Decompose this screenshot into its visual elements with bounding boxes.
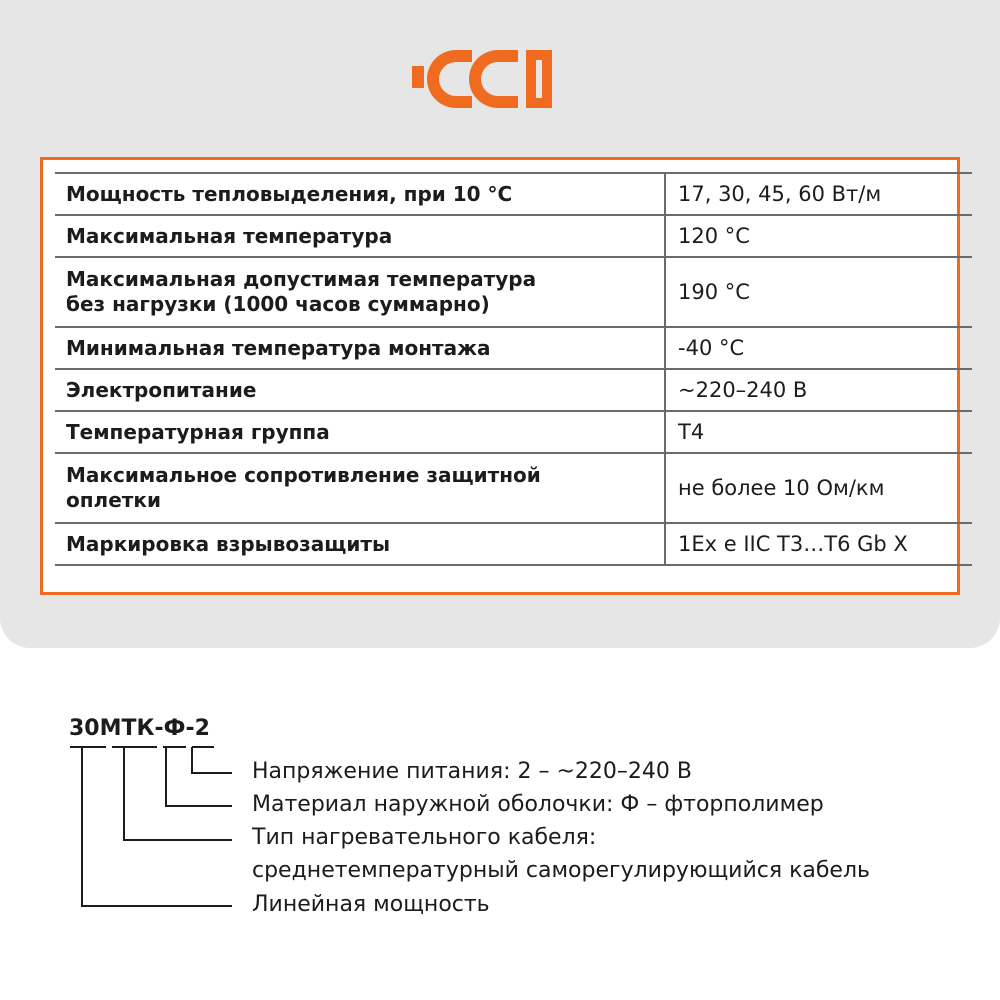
table-row [55, 369, 972, 411]
spec-label-line: Максимальное сопротивление защитной [66, 463, 541, 487]
spec-label: Температурная группа [55, 411, 665, 453]
spec-label-line: оплетки [66, 488, 161, 512]
spec-value: 190 °C [678, 280, 750, 304]
product-code: 30МТК-Ф-2 [69, 716, 210, 741]
spec-value: не более 10 Ом/км [678, 476, 885, 500]
legend-voltage: Напряжение питания: 2 – ~220–240 В [252, 759, 692, 784]
sst-logo-icon [410, 44, 556, 114]
table-row [55, 411, 972, 453]
spec-label-line: Максимальная допустимая температура [66, 267, 537, 291]
legend-sheath-material: Материал наружной оболочки: Ф – фторполимер [252, 792, 824, 817]
table-row [55, 257, 972, 327]
legend-cable-type: Тип нагревательного кабеля: [252, 825, 597, 850]
spec-value: 1Ex e IIC T3…T6 Gb X [678, 532, 908, 556]
spec-value: 120 °C [678, 224, 750, 248]
spec-label-line: без нагрузки (1000 часов суммарно) [66, 292, 490, 316]
legend-cable-type-detail: среднетемпературный саморегулирующийся кабель [252, 858, 870, 883]
table-row [55, 173, 972, 215]
spec-label: Маркировка взрывозащиты [55, 523, 665, 565]
spec-label: Минимальная температура монтажа [55, 327, 665, 369]
spec-label: Максимальная температура [55, 215, 665, 257]
spec-value: Т4 [678, 420, 705, 444]
spec-table [55, 172, 972, 566]
table-row [55, 215, 972, 257]
spec-label: Электропитание [55, 369, 665, 411]
table-row [55, 453, 972, 523]
table-row [55, 327, 972, 369]
spec-label: Мощность тепловыделения, при 10 °C [55, 173, 665, 215]
spec-value: 17, 30, 45, 60 Вт/м [678, 182, 882, 206]
spec-label [55, 453, 665, 523]
table-row [55, 523, 972, 565]
legend-linear-power: Линейная мощность [252, 892, 490, 917]
spec-label [55, 257, 665, 327]
spec-value: ~220–240 В [678, 378, 808, 402]
spec-value: -40 °C [678, 336, 745, 360]
spec-table-frame [40, 157, 960, 595]
